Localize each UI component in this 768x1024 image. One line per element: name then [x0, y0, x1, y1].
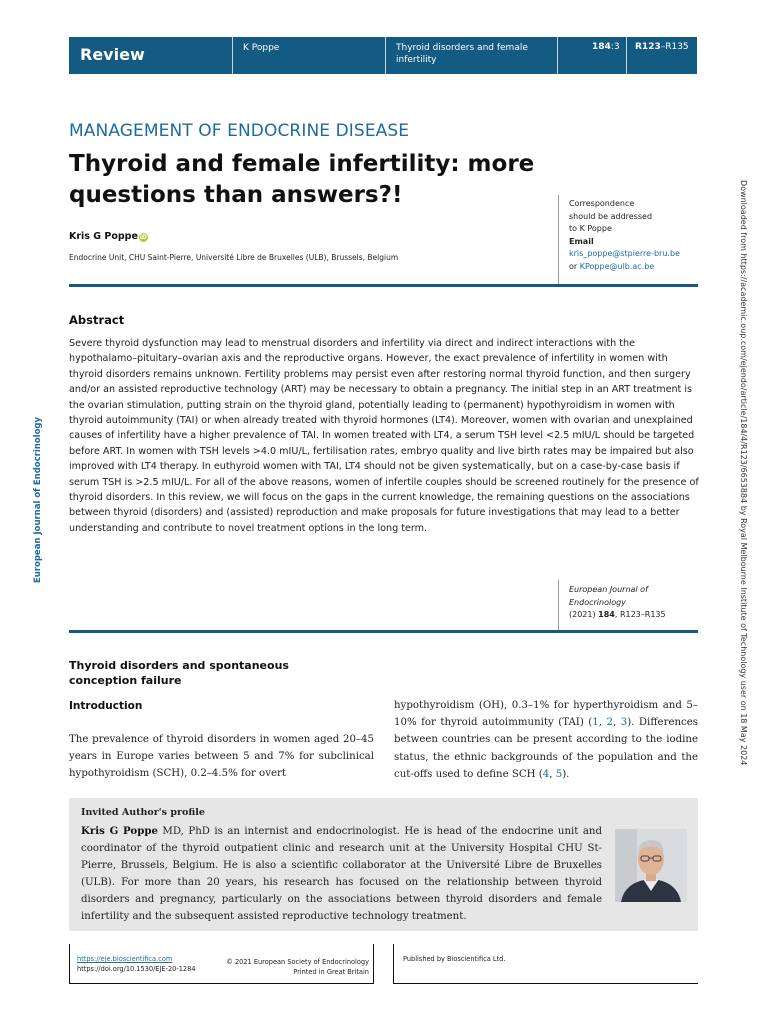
header-divider	[557, 37, 558, 74]
journal-header-bar	[69, 37, 697, 74]
author-name: Kris G Poppe iD	[69, 231, 147, 242]
body-right-column: hypothyroidism (OH), 0.3–1% for hyperthyroidism and 5–10% for thyroid autoimmunity (TAI) (1, 2, 3). Differences between countries can be present according to the iodine status, the ethnic backgrounds of the population and the cut-offs used to define SCH (4, 5).	[394, 700, 699, 780]
publisher-text: Published by Bioscientifica Ltd.	[403, 955, 506, 963]
header-divider	[626, 37, 627, 74]
journal-url-link[interactable]: https://eje.bioscientifica.com	[77, 955, 173, 963]
correspondence-line: should be addressed	[569, 211, 653, 221]
subsection-heading: Introduction	[69, 700, 143, 712]
copyright-text: © 2021 European Society of Endocrinology Printed in Great Britain	[226, 958, 369, 976]
author-profile-box	[69, 798, 698, 931]
or-text: or	[569, 261, 578, 271]
orcid-icon[interactable]: iD	[139, 234, 147, 241]
correspondence-line: Correspondence	[569, 199, 635, 208]
reference-link[interactable]: 4	[542, 768, 550, 780]
header-volume: 184:3	[592, 42, 620, 52]
email-label: Email	[569, 236, 594, 246]
section-label: Review	[80, 45, 145, 64]
citation-journal: Endocrinology	[569, 597, 626, 607]
section-heading: Thyroid disorders and spontaneous conception failure	[69, 659, 289, 687]
author-affiliation: Endocrine Unit, CHU Saint-Pierre, Université Libre de Bruxelles (ULB), Brussels, Belgium	[69, 253, 399, 262]
article-title: Thyroid and female infertility: more questions than answers?!	[69, 151, 535, 208]
reference-link[interactable]: 3	[620, 717, 628, 729]
profile-text: Kris G Poppe MD, PhD is an internist and endocrinologist. He is head of the endocrine unit and coordinator of the thyroid outpatient clinic and research unit at the University Hospital CHU St-Pierre, Brussels, Belgium. He is also a scientific collaborator at the Université Libre de Bruxelles (ULB). For more than 20 years, his research has focused on the relationship between thyroid disorders and pregnancy, particularly on the associations between thyroid disorders and female infertility and the subsequent assisted reproductive technology treatment.	[81, 825, 603, 922]
correspondence-box	[558, 195, 698, 287]
footer-right	[393, 944, 698, 984]
profile-heading: Invited Author's profile	[81, 807, 205, 818]
header-divider	[385, 37, 386, 74]
body-left-column: The prevalence of thyroid disorders in women aged 20–45 years in Europe varies between 5 and 7% for subclinical hypothyroidism (SCH), 0.2–4.5% for overt	[69, 734, 374, 780]
correspondence-line: to K Poppe	[569, 224, 612, 233]
abstract-text: Severe thyroid dysfunction may lead to menstrual disorders and infertility via direct and indirect interactions with the hypothalamo–pituitary–ovarian axis and the reproductive organs. However, the exact prevalence of infertility in women with thyroid disorders remains unknown. Fertility problems may persist even after restoring normal thyroid function, and then surgery and/or an assisted reproductive technology (ART) may be necessary to obtain a pregnancy. The initial step in an ART treatment is the ovarian stimulation, putting strain on the thyroid gland, potentially leading to (permanent) hypothyroidism in women with thyroid autoimmunity (TAI) or when already treated with thyroid hormones (LT4). Moreover, women with ovarian and unexplained causes of infertility have a higher prevalence of TAI. In women treated with LT4, a serum TSH level <2.5 mIU/L should be targeted before ART. In women with TSH levels >4.0 mIU/L, fertilisation rates, embryo quality and live birth rates may be impaired but also improved with LT4 therapy. In euthyroid women with TAI, LT4 should not be given systematically, but on a case-by-case basis if serum TSH is >2.5 mIU/L. For all of the above reasons, women of infertile couples should be screened routinely for the presence of thyroid disorders. In this review, we will focus on the gaps in the current knowledge, the remaining questions on the associations between thyroid (disorders) and (assisted) reproduction and make proposals for future investigations that may lead to a better understanding and contribute to novel treatment options in the long term.	[69, 338, 699, 534]
doi-text: https://doi.org/10.1530/EJE-20-1284	[77, 965, 196, 973]
header-divider	[232, 37, 233, 74]
email-link-primary[interactable]: kris_poppe@stpierre-bru.be	[569, 249, 680, 258]
header-topic: Thyroid disorders and female infertility	[396, 43, 528, 65]
article-category: MANAGEMENT OF ENDOCRINE DISEASE	[69, 121, 410, 141]
reference-link[interactable]: 1	[592, 717, 599, 729]
section-rule	[69, 630, 698, 633]
abstract-heading: Abstract	[69, 313, 125, 327]
citation-box	[558, 580, 698, 632]
reference-link[interactable]: 5	[555, 768, 563, 780]
citation-details: (2021) 184, R123–R135	[569, 610, 666, 619]
reference-link[interactable]: 2	[606, 717, 613, 729]
section-rule	[69, 284, 698, 287]
vertical-journal-name: European Journal of Endocrinology	[33, 416, 43, 584]
header-author: K Poppe	[243, 43, 280, 53]
author-photo	[615, 829, 687, 902]
download-watermark: Downloaded from https://academic.oup.com/ejendo/article/184/4/R123/6653884 by Royal Melbourne Institute of Technology user on 18 May 2024	[739, 180, 748, 766]
header-pages: R123–R135	[635, 42, 689, 52]
citation-journal: European Journal of	[569, 585, 648, 594]
footer-left	[69, 944, 374, 984]
email-link-secondary[interactable]: KPoppe@ulb.ac.be	[579, 261, 655, 271]
